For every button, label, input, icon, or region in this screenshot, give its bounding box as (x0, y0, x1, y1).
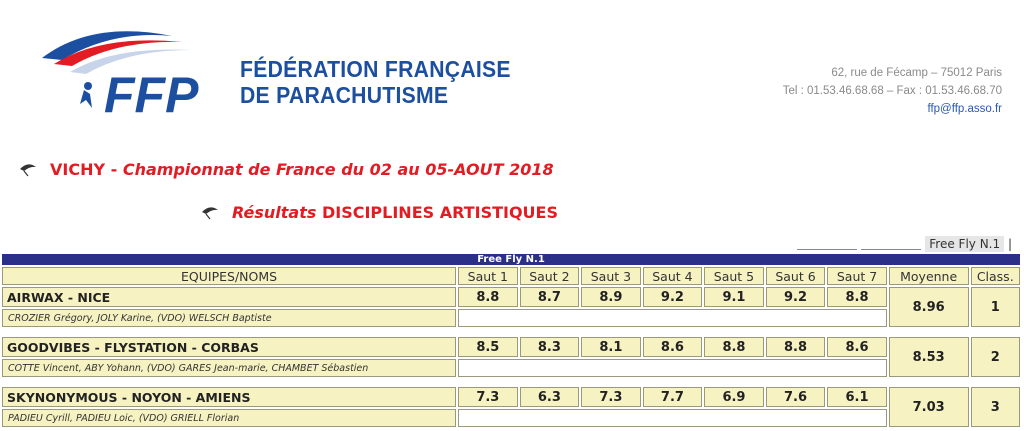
score-cell: 7.3 (458, 387, 518, 407)
tab-placeholder (797, 238, 857, 250)
team-members: PADIEU Cyrill, PADIEU Loic, (VDO) GRIELL Florian (2, 409, 456, 427)
rank-cell: 1 (971, 287, 1021, 327)
rank-cell: 2 (971, 337, 1021, 377)
team-name: SKYNONYMOUS - NOYON - AMIENS (2, 387, 456, 407)
empty-cell (458, 409, 887, 427)
event-title (18, 160, 554, 179)
score-cell: 8.7 (520, 287, 580, 307)
team-name: AIRWAX - NICE (2, 287, 456, 307)
score-cell: 8.9 (581, 287, 641, 307)
federation-line-1: FÉDÉRATION FRANÇAISE (240, 56, 511, 82)
contact-info (783, 64, 1002, 118)
table-row (2, 409, 1020, 427)
discipline-tabbar (797, 236, 1012, 252)
ffp-logo (22, 28, 232, 118)
results-discipline: DISCIPLINES ARTISTIQUES (321, 203, 558, 222)
parachute-swoosh-icon (22, 28, 232, 118)
header-saut-6: Saut 6 (766, 267, 826, 285)
header-saut-4: Saut 4 (643, 267, 703, 285)
tab-free-fly[interactable]: Free Fly N.1 (925, 236, 1004, 252)
header-rank: Class. (971, 267, 1021, 285)
email-link[interactable]: ffp@ffp.asso.fr (927, 103, 1002, 115)
federation-name (240, 56, 511, 108)
header-saut-5: Saut 5 (704, 267, 764, 285)
results-word: Résultats (232, 203, 317, 222)
parachute-icon (200, 206, 220, 220)
score-cell: 8.8 (458, 287, 518, 307)
score-cell: 9.1 (704, 287, 764, 307)
score-cell: 8.8 (827, 287, 887, 307)
row-separator (2, 329, 1020, 335)
table-row (2, 337, 1020, 357)
empty-cell (458, 309, 887, 327)
federation-line-2: DE PARACHUTISME (240, 82, 449, 108)
header-average: Moyenne (889, 267, 969, 285)
header-saut-3: Saut 3 (581, 267, 641, 285)
results-title (200, 203, 558, 222)
score-cell: 9.2 (643, 287, 703, 307)
team-members: CROZIER Grégory, JOLY Karine, (VDO) WELSCH Baptiste (2, 309, 456, 327)
score-cell: 8.6 (643, 337, 703, 357)
score-cell: 8.5 (458, 337, 518, 357)
results-table (0, 252, 1022, 429)
header-saut-2: Saut 2 (520, 267, 580, 285)
table-row (2, 309, 1020, 327)
header-saut-1: Saut 1 (458, 267, 518, 285)
table-row (2, 387, 1020, 407)
score-cell: 6.1 (827, 387, 887, 407)
score-cell: 7.6 (766, 387, 826, 407)
header-row (2, 267, 1020, 285)
category-bar: Free Fly N.1 (2, 254, 1020, 265)
rank-cell: 3 (971, 387, 1021, 427)
address: 62, rue de Fécamp – 75012 Paris (831, 67, 1002, 79)
team-members: COTTE Vincent, ABY Yohann, (VDO) GARES Jean-marie, CHAMBET Sébastien (2, 359, 456, 377)
score-cell: 7.7 (643, 387, 703, 407)
header-name: EQUIPES/NOMS (2, 267, 456, 285)
score-cell: 6.3 (520, 387, 580, 407)
header-saut-7: Saut 7 (827, 267, 887, 285)
empty-cell (458, 359, 887, 377)
event-name: Championnat de France du 02 au 05-AOUT 2018 (122, 160, 554, 179)
team-name: GOODVIBES - FLYSTATION - CORBAS (2, 337, 456, 357)
score-cell: 8.8 (766, 337, 826, 357)
score-cell: 8.6 (827, 337, 887, 357)
table-row (2, 287, 1020, 307)
score-cell: 8.8 (704, 337, 764, 357)
event-city: VICHY - (50, 160, 118, 179)
table-row (2, 359, 1020, 377)
average-cell: 8.53 (889, 337, 969, 377)
logo-text: FFP (104, 67, 199, 118)
tab-separator: | (1007, 237, 1012, 251)
average-cell: 7.03 (889, 387, 969, 427)
parachute-icon (18, 163, 38, 177)
phone-fax: Tel : 01.53.46.68.68 – Fax : 01.53.46.68.70 (782, 85, 1002, 97)
score-cell: 7.3 (581, 387, 641, 407)
row-separator (2, 379, 1020, 385)
score-cell: 8.1 (581, 337, 641, 357)
score-cell: 8.3 (520, 337, 580, 357)
average-cell: 8.96 (889, 287, 969, 327)
score-cell: 9.2 (766, 287, 826, 307)
tab-placeholder (861, 238, 921, 250)
score-cell: 6.9 (704, 387, 764, 407)
